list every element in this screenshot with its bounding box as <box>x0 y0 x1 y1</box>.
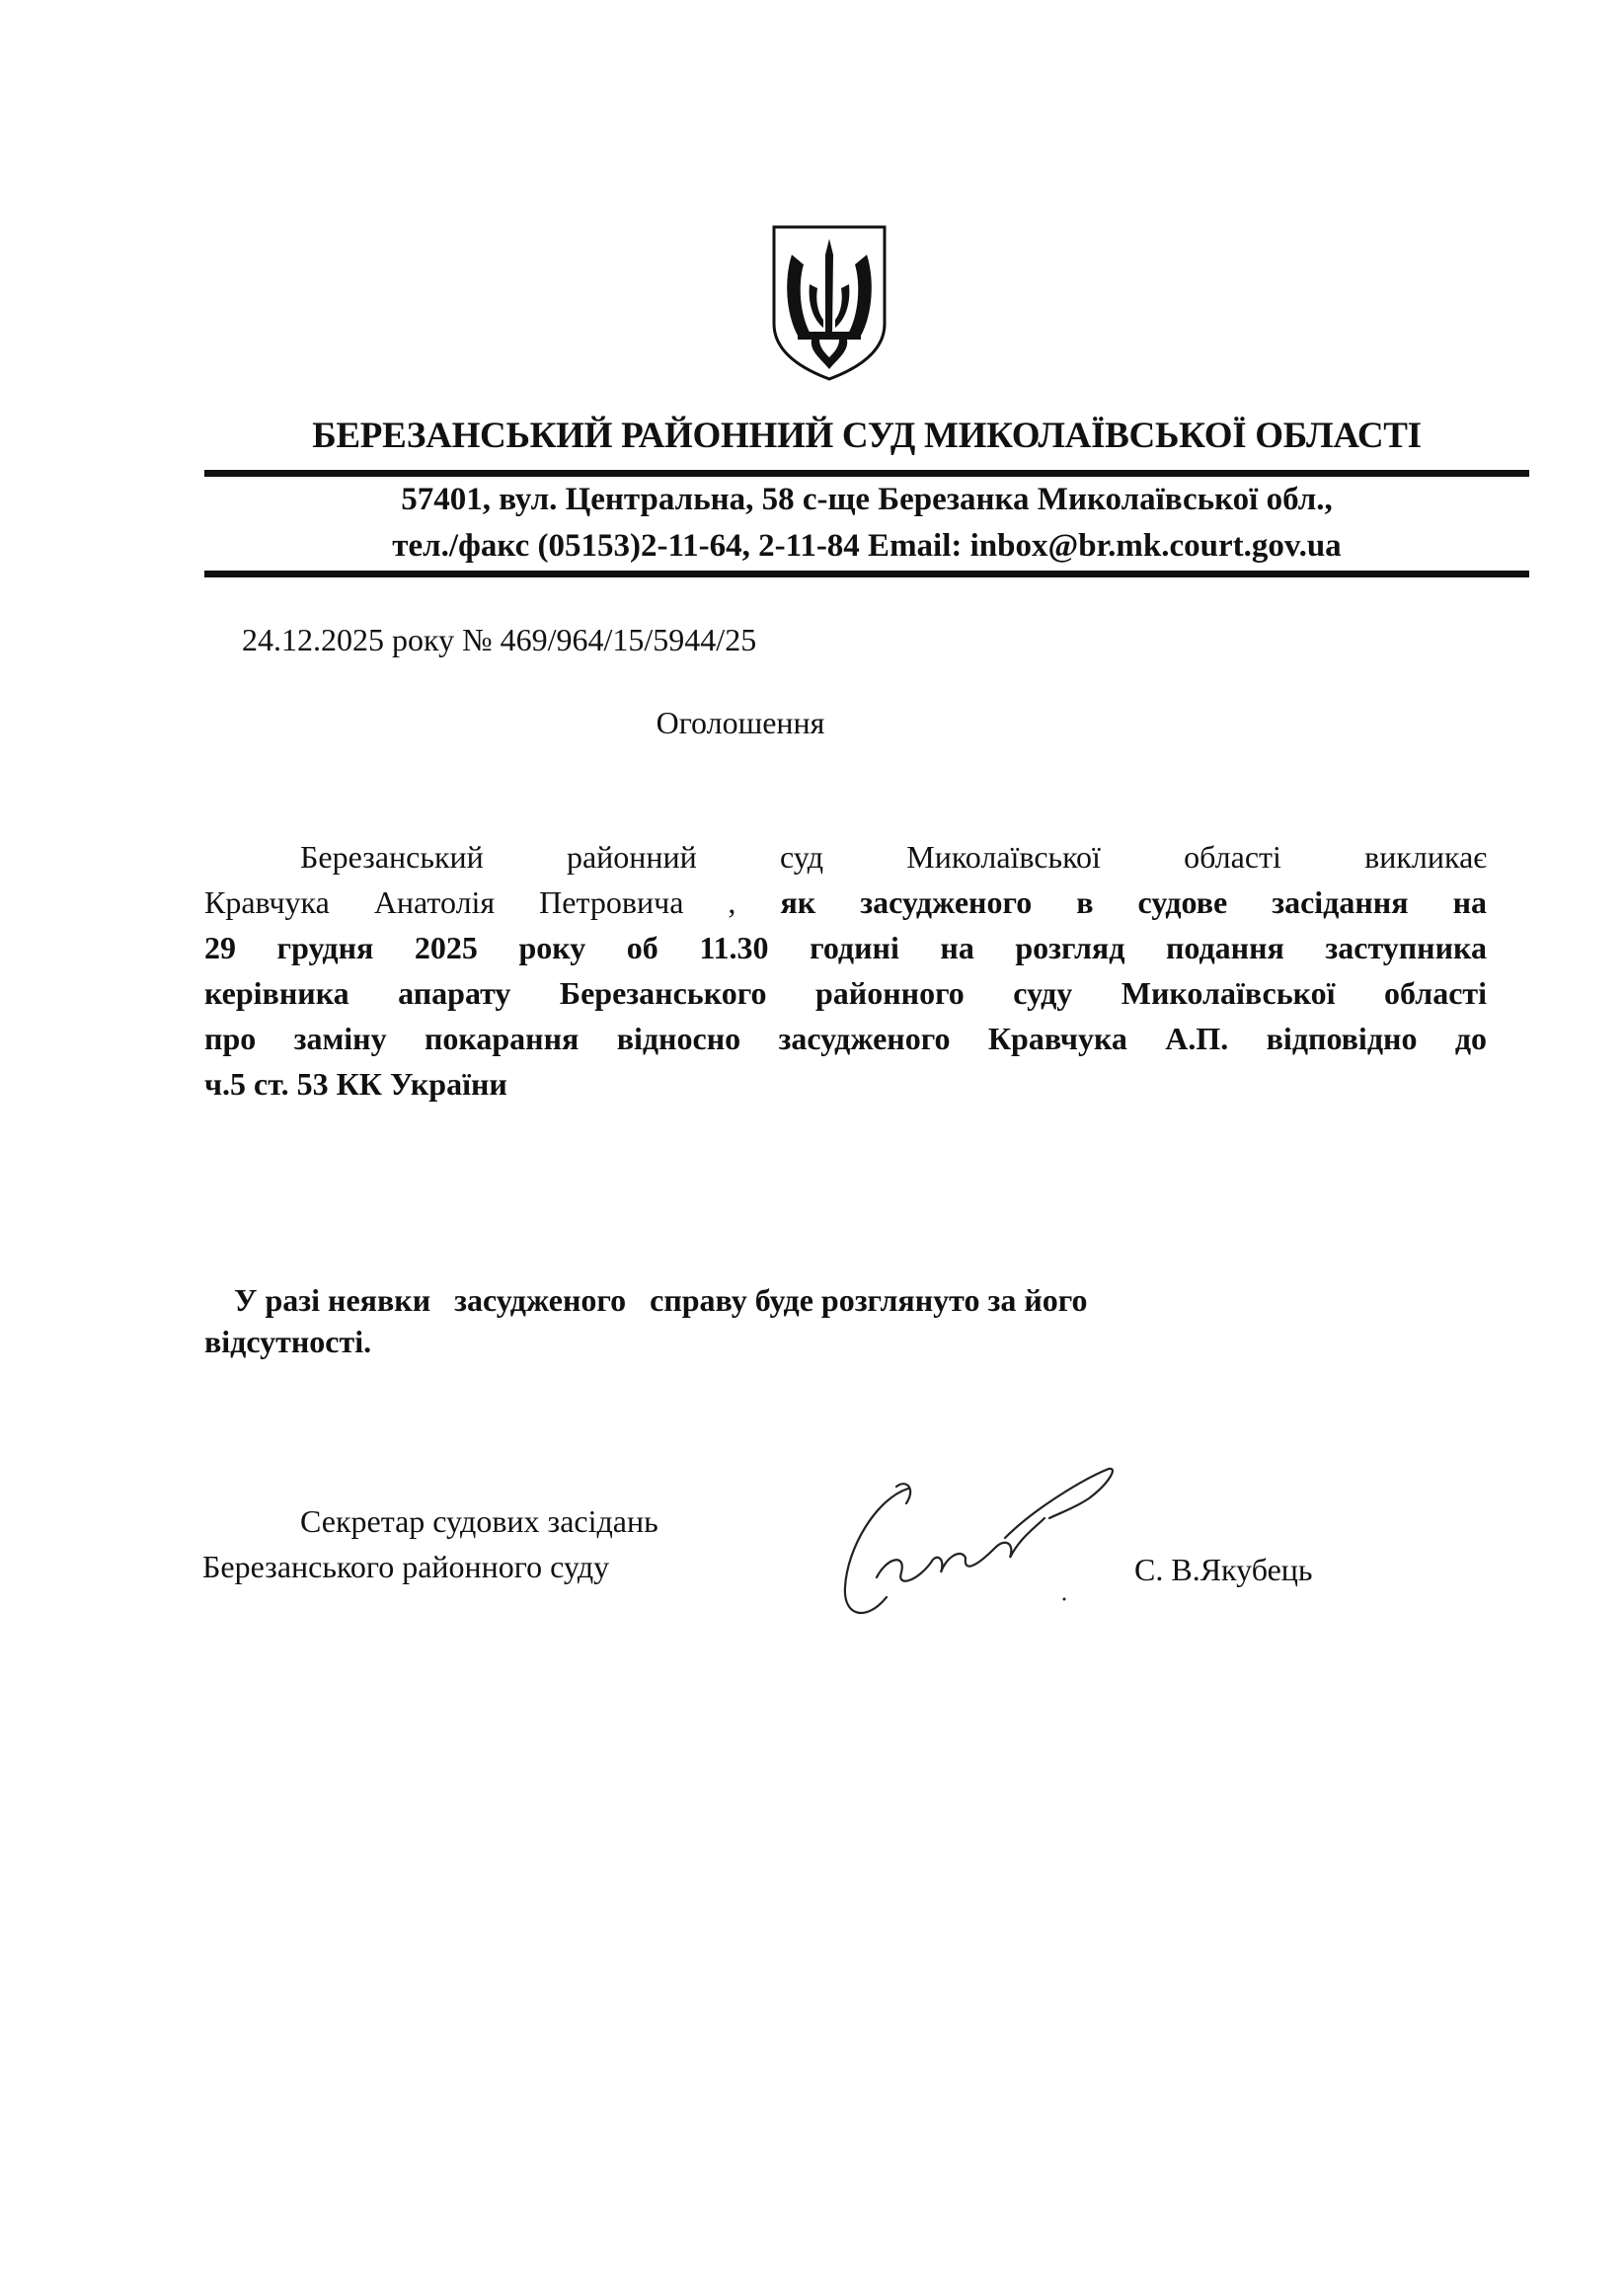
body-line <box>204 925 1487 970</box>
court-address: 57401, вул. Центральна, 58 с-ще Березанка Миколаївської обл., <box>401 482 1333 517</box>
body-text-bold: керівника апарату Березанського районного суду Миколаївської області <box>204 975 1487 1011</box>
trident-icon <box>770 225 889 381</box>
absence-warning <box>204 1279 1087 1362</box>
body-text-bold: про заміну покарання відносно засудженого Кравчука А.П. відповідно до <box>204 1021 1487 1056</box>
body-line <box>204 1016 1487 1061</box>
court-contacts: тел./факс (05153)2-11-64, 2-11-84 Email: inbox@br.mk.court.gov.ua <box>392 528 1342 564</box>
body-text-bold: як засудженого в судове засідання на <box>780 884 1488 920</box>
position-line: Березанського районного суду <box>202 1549 610 1584</box>
date-and-reference: 24.12.2025 року № 469/964/15/5944/25 <box>242 622 757 657</box>
body-line <box>204 834 1487 880</box>
warning-text: відсутності. <box>204 1324 372 1359</box>
body-line <box>204 1061 1487 1107</box>
court-name: БЕРЕЗАНСЬКИЙ РАЙОННИЙ СУД МИКОЛАЇВСЬКОЇ ОБЛАСТІ <box>312 416 1422 456</box>
signature-icon <box>837 1459 1123 1622</box>
header-divider <box>204 470 1529 477</box>
warning-text: У разі неявки засудженого справу буде розглянуто за його <box>234 1282 1088 1318</box>
body-text-bold: 29 грудня 2025 року об 11.30 годині на розгляд подання заступника <box>204 930 1487 965</box>
announcement-body <box>204 834 1487 1107</box>
body-text: Кравчука Анатолія Петровича , <box>204 884 781 920</box>
document-heading: Оголошення <box>656 705 825 740</box>
position-line: Секретар судових засідань <box>300 1503 658 1539</box>
signatory-position <box>202 1498 658 1589</box>
body-line <box>204 970 1487 1016</box>
header-divider <box>204 571 1529 577</box>
body-text-bold: ч.5 ст. 53 КК України <box>204 1066 507 1102</box>
signatory-name: С. В.Якубець <box>1134 1552 1313 1587</box>
body-text: Березанський районний суд Миколаївської області викликає <box>300 839 1487 875</box>
body-line <box>204 880 1487 925</box>
